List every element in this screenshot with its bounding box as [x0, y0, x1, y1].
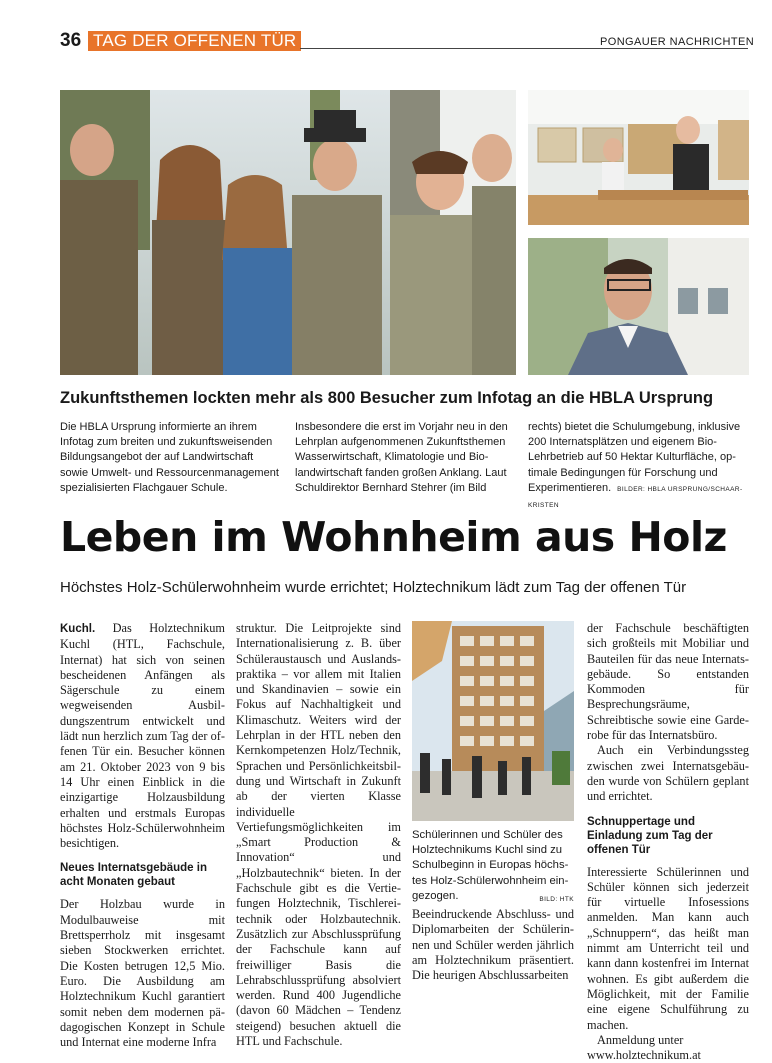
- col2-body: struktur. Die Leitprojekte sind Internationalisierung z. B. über Schüleraustausch und Auslandspraktika – vor allem mit Italien und Skandinavien – sowie ein Fokus auf Nachhaltigkeit und Klimaschutz. Weiters wird der Lehrplan in der HTL neben den Kernkompetenzen Holz/Technik, Sprachen und Persönlichkeitsbildung und Wirtschaft in Zukunft ab der vierten Klasse individuelle Vertiefungsmöglichkeiten im „Smart Production & Innovation“ und „Holzbautechnik“ bieten. In der Fachschule gibt es die Vertiefungen Holztechnik, Tischlereitechnik oder Holzbautechnik. Zusätzlich zur Abschlussprüfung der Fachschule kann auf freiwilliger Basis die Lehrabschlussprüfung absolviert werden. Rund 400 Jugendliche (davon 60 Mädchen – Tendenz steigend) besuchen aktuell die HTL und Fachschule.: [236, 621, 401, 1049]
- col4-paragraph1: der Fachschule beschäftigten sich großteils mit Mobiliar und Bauteilen für das neue Internatsgebäude. So entstanden Kommoden für Besprechungsräume, Schreibtische sowie eine Garderobe für das Internatsbüro.: [587, 621, 749, 743]
- section-tag: TAG DER OFFENEN TÜR: [88, 31, 301, 51]
- page-number: 36: [60, 30, 82, 51]
- col3-body: Beeindruckende Abschluss- und Diplomarbeiten der Schülerinnen und Schüler werden jährlich am Holztechnikum präsentiert. Die heurigen Abschlussarbeiten: [412, 907, 574, 983]
- director-photo: [528, 238, 749, 375]
- top-article-col2: Insbesondere die erst im Vorjahr neu in den Lehrplan aufgenommenen Zukunftsthemen Wasserwirtschaft, Klimatologie und Biolandwirtschaft fanden großen Anklang. Laut Schuldirektor Bernhard Stehrer (im Bild: [295, 421, 508, 494]
- top-article-col3-text: rechts) bietet die Schulumgebung, inklusive 200 Internatsplätzen und eigenem Bio-Lehrbetrieb auf 50 Hektar Kulturfläche, optimale Bedingungen für Forschung und Experimentieren.: [528, 421, 741, 494]
- dormitory-photo-credit: BILD: HTK: [539, 895, 574, 903]
- main-subheadline: Höchstes Holz-Schülerwohnheim wurde errichtet; Holztechnikum lädt zum Tag der offenen Tür: [60, 579, 687, 596]
- subheading-schnuppertage: Schnuppertage und Einladung zum Tag der offenen Tür: [587, 815, 713, 856]
- publication-name: PONGAUER NACHRICHTEN: [600, 36, 755, 48]
- group-photo: [60, 90, 516, 375]
- top-article-headline: Zukunftsthemen lockten mehr als 800 Besucher zum Infotag an die HBLA Ursprung: [60, 389, 714, 407]
- top-article-col3: [528, 420, 750, 513]
- col1-body: Der Holzbau wurde in Modulbauweise mit Brettsperrholz mit insgesamt sieben Stockwerken errichtet. Die Kosten betrugen 12,5 Mio. Euro. Die Ausbildung am Holztechnikum Kuchl garantiert somit neben dem modernen pädagogischen Konzept in Schule und Internat eine moderne Infra: [60, 897, 225, 1050]
- col4-paragraph2: Auch ein Verbindungssteg zwischen zwei Internatsgebäuden wurde von Schülern geplant und errichtet.: [587, 743, 749, 804]
- intro-text: Das Holztechnikum Kuchl (HTL, Fachschule, Internat) hat sich von seinen bescheidenen Anfängen als Sägerschule zu einem wegweisenden Ausbildungszentrum entwickelt und lädt nun herzlich zum Tag der offenen Tür ein. Besucher können am 21. Oktober 2023 von 9 bis 14 Uhr einen Einblick in die einzigartige Holzausbildung erhalten und erstmals Europas höchstes Holz-Schülerwohnheim besichtigen.: [60, 621, 226, 851]
- col4-paragraph4: Anmeldung unter: [597, 1032, 684, 1047]
- top-article-col1: Die HBLA Ursprung informierte an ihrem Infotag zum breiten und zukunftsweisenden Bildungsangebot der auf Landwirtschaft sowie Umwelt- und Ressourcenmanagement spezialisierten Flachgauer Schule.: [60, 421, 279, 494]
- dormitory-photo: [412, 621, 574, 821]
- workshop-photo: [528, 90, 749, 225]
- col4-paragraph3: Interessierte Schülerinnen und Schüler können sich jederzeit für virtuelle Infosessions anmelden. Man kann auch „Schnuppern“, das heißt man nimmt am Unterricht teil und kann dann kostenfrei im Internat wohnen. Es gibt außerdem die Möglichkeit, mit der Familie eine eigene Schulführung zu machen.: [587, 864, 749, 1032]
- dateline: Kuchl.: [60, 623, 96, 635]
- header-rule: [300, 48, 748, 49]
- website-link[interactable]: www.holztechnikum.at: [587, 1048, 701, 1063]
- subheading-internat: Neues Internatsgebäude in acht Monaten gebaut: [60, 862, 207, 889]
- main-headline: Leben im Wohnheim aus Holz: [60, 513, 727, 561]
- article-col2: [236, 621, 401, 1049]
- photo-caption-text: Schülerinnen und Schüler des Holztechnikums Kuchl sind zu Schulbeginn in Europas höchstes Holz-Schülerwohnheim eingezogen.: [412, 829, 569, 902]
- photo-caption: [412, 828, 574, 907]
- article-col4: [587, 621, 749, 1063]
- article-col1: [60, 621, 225, 1050]
- photo-credit: BILDER: HBLA URSPRUNG/SCHAAR-KRISTEN: [528, 485, 743, 510]
